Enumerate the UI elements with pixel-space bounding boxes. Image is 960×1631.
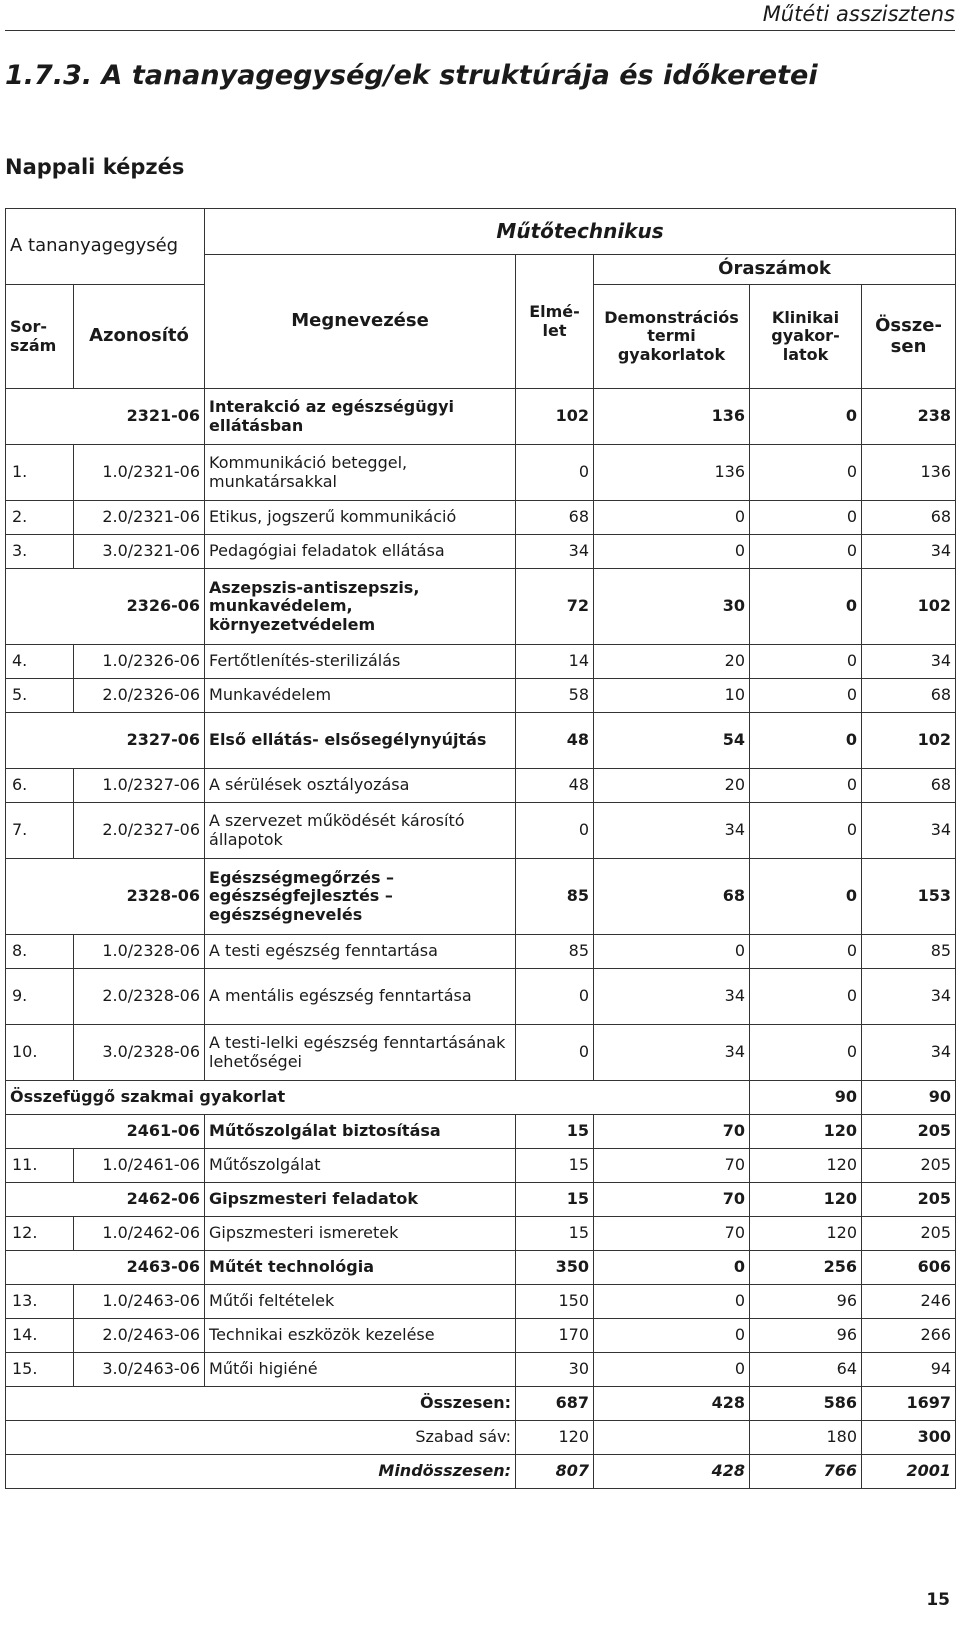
elmelet-value: 68 [516, 501, 594, 535]
demo-value: 10 [594, 679, 750, 713]
osszesen-value: 1697 [862, 1387, 956, 1421]
demo-value: 428 [594, 1387, 750, 1421]
item-name: Etikus, jogszerű kommunikáció [205, 501, 516, 535]
demo-value: 0 [594, 1285, 750, 1319]
demo-value: 70 [594, 1217, 750, 1251]
demo-value: 34 [594, 1025, 750, 1081]
demo-value: 34 [594, 969, 750, 1025]
demo-header [594, 285, 750, 389]
table-row [6, 1217, 956, 1251]
unit-id: 2326-06 [6, 569, 205, 645]
azonosito-label: Azonosító [89, 325, 189, 347]
totals-label: Szabad sáv: [6, 1421, 516, 1455]
item-name: Fertőtlenítés-sterilizálás [205, 645, 516, 679]
elmelet-value: 807 [516, 1455, 594, 1489]
demo-value: 70 [594, 1183, 750, 1217]
item-name: A mentális egészség fenntartása [205, 969, 516, 1025]
osszesen-label: Össze- sen [875, 314, 942, 357]
demo-value: 0 [594, 535, 750, 569]
osszesen-value: 90 [862, 1081, 956, 1115]
megnevezes-label: Megnevezése [291, 310, 429, 332]
elmelet-value: 72 [516, 569, 594, 645]
klinikai-value: 90 [750, 1081, 862, 1115]
unit-id: 2462-06 [6, 1183, 205, 1217]
demo-value: 136 [594, 389, 750, 445]
demo-value: 70 [594, 1115, 750, 1149]
item-name: Munkavédelem [205, 679, 516, 713]
row-number: 4. [6, 645, 74, 679]
table-body [6, 389, 956, 1489]
demo-value: 34 [594, 803, 750, 859]
demo-value: 20 [594, 769, 750, 803]
totals-label: Összesen: [6, 1387, 516, 1421]
unit-name: Interakció az egészségügyi ellátásban [205, 389, 516, 445]
unit-id: 2327-06 [6, 713, 205, 769]
unit-id: 2461-06 [6, 1115, 205, 1149]
unit-name: Gipszmesteri feladatok [205, 1183, 516, 1217]
demo-value: 70 [594, 1149, 750, 1183]
klinikai-value: 0 [750, 679, 862, 713]
table-row [6, 1285, 956, 1319]
klinikai-label: Klinikai gyakor- latok [771, 307, 840, 364]
item-id: 3.0/2321-06 [74, 535, 205, 569]
elmelet-value: 0 [516, 969, 594, 1025]
osszesen-value: 102 [862, 713, 956, 769]
item-id: 3.0/2463-06 [74, 1353, 205, 1387]
demo-value: 0 [594, 935, 750, 969]
table-row [6, 645, 956, 679]
klinikai-value: 0 [750, 501, 862, 535]
table-row [6, 445, 956, 501]
osszesen-value: 68 [862, 501, 956, 535]
sorszam-label: Sor- szám [10, 317, 57, 355]
row-number: 7. [6, 803, 74, 859]
elmelet-value: 15 [516, 1115, 594, 1149]
osszesen-value: 205 [862, 1183, 956, 1217]
klinikai-value: 0 [750, 935, 862, 969]
elmelet-value: 15 [516, 1217, 594, 1251]
row-number: 2. [6, 501, 74, 535]
demo-value: 0 [594, 1251, 750, 1285]
table-row [6, 1025, 956, 1081]
klinikai-value: 120 [750, 1149, 862, 1183]
unit-name: Egészségmegőrzés – egészségfejlesztés – egészségnevelés [205, 859, 516, 935]
elmelet-value: 687 [516, 1387, 594, 1421]
unit-id: 2463-06 [6, 1251, 205, 1285]
practice-row [6, 1081, 956, 1115]
item-id: 2.0/2327-06 [74, 803, 205, 859]
item-name: Műtőszolgálat [205, 1149, 516, 1183]
demo-value: 0 [594, 1319, 750, 1353]
osszesen-value: 205 [862, 1149, 956, 1183]
osszesen-value: 238 [862, 389, 956, 445]
table-row [6, 769, 956, 803]
section-title: 1.7.3. A tananyagegység/ek struktúrája és időkeretei [5, 60, 818, 91]
klinikai-value: 0 [750, 389, 862, 445]
elmelet-value: 150 [516, 1285, 594, 1319]
table-row [6, 501, 956, 535]
unit-name: Műtét technológia [205, 1251, 516, 1285]
page-number: 15 [926, 1590, 950, 1610]
row-number: 13. [6, 1285, 74, 1319]
group-title: Műtőtechnikus [205, 209, 956, 255]
klinikai-value: 96 [750, 1285, 862, 1319]
row-number: 14. [6, 1319, 74, 1353]
item-id: 2.0/2463-06 [74, 1319, 205, 1353]
unit-id: 2328-06 [6, 859, 205, 935]
unit-row [6, 713, 956, 769]
elmelet-value: 350 [516, 1251, 594, 1285]
unit-row [6, 1251, 956, 1285]
osszesen-value: 153 [862, 859, 956, 935]
table-row [6, 679, 956, 713]
elmelet-value: 34 [516, 535, 594, 569]
table-head [6, 209, 956, 389]
klinikai-value: 120 [750, 1115, 862, 1149]
elmelet-value: 15 [516, 1149, 594, 1183]
elmelet-value: 30 [516, 1353, 594, 1387]
demo-value: 0 [594, 501, 750, 535]
row-number: 1. [6, 445, 74, 501]
osszesen-value: 34 [862, 645, 956, 679]
row-number: 10. [6, 1025, 74, 1081]
klinikai-value: 766 [750, 1455, 862, 1489]
elmelet-value: 48 [516, 713, 594, 769]
demo-value: 54 [594, 713, 750, 769]
item-name: A szervezet működését károsító állapotok [205, 803, 516, 859]
hours-header: Óraszámok [594, 255, 956, 285]
unit-id: 2321-06 [6, 389, 205, 445]
elmelet-value: 85 [516, 859, 594, 935]
osszesen-value: 266 [862, 1319, 956, 1353]
totals-row [6, 1387, 956, 1421]
curriculum-table [5, 208, 956, 1489]
klinikai-value: 256 [750, 1251, 862, 1285]
elmelet-value: 102 [516, 389, 594, 445]
elmelet-value: 0 [516, 1025, 594, 1081]
row-number: 9. [6, 969, 74, 1025]
item-name: Műtői feltételek [205, 1285, 516, 1319]
demo-value: 20 [594, 645, 750, 679]
item-id: 2.0/2321-06 [74, 501, 205, 535]
elmelet-value: 170 [516, 1319, 594, 1353]
klinikai-value: 0 [750, 969, 862, 1025]
demo-value: 136 [594, 445, 750, 501]
item-id: 1.0/2326-06 [74, 645, 205, 679]
totals-label: Mindösszesen: [6, 1455, 516, 1489]
item-name: Pedagógiai feladatok ellátása [205, 535, 516, 569]
osszesen-value: 34 [862, 535, 956, 569]
klinikai-value: 180 [750, 1421, 862, 1455]
osszesen-value: 606 [862, 1251, 956, 1285]
klinikai-value: 0 [750, 713, 862, 769]
table-row [6, 1319, 956, 1353]
demo-value: 68 [594, 859, 750, 935]
row-number: 8. [6, 935, 74, 969]
osszesen-value: 34 [862, 969, 956, 1025]
demo-value: 30 [594, 569, 750, 645]
elmelet-value: 14 [516, 645, 594, 679]
osszesen-value: 68 [862, 679, 956, 713]
table-row [6, 803, 956, 859]
unit-label: A tananyagegység [10, 235, 179, 257]
azonosito-header [74, 285, 205, 389]
osszesen-value: 85 [862, 935, 956, 969]
osszesen-value: 2001 [862, 1455, 956, 1489]
klinikai-value: 0 [750, 445, 862, 501]
subtitle: Nappali képzés [5, 155, 185, 179]
item-name: A testi egészség fenntartása [205, 935, 516, 969]
elmelet-header [516, 255, 594, 389]
unit-row [6, 1183, 956, 1217]
sorszam-header [6, 285, 74, 389]
totals-row [6, 1455, 956, 1489]
unit-name: Műtőszolgálat biztosítása [205, 1115, 516, 1149]
demo-label: Demonstrációs termi gyakorlatok [604, 307, 739, 364]
klinikai-value: 96 [750, 1319, 862, 1353]
row-number: 5. [6, 679, 74, 713]
item-id: 2.0/2328-06 [74, 969, 205, 1025]
demo-value: 0 [594, 1353, 750, 1387]
unit-name: Aszepszis-antiszepszis, munkavédelem, környezetvédelem [205, 569, 516, 645]
osszesen-value: 205 [862, 1115, 956, 1149]
table-row [6, 535, 956, 569]
osszesen-value: 136 [862, 445, 956, 501]
running-header: Műtéti asszisztens [762, 2, 955, 26]
header-rule [5, 30, 955, 31]
klinikai-value: 0 [750, 535, 862, 569]
klinikai-value: 0 [750, 569, 862, 645]
item-id: 1.0/2327-06 [74, 769, 205, 803]
item-name: Gipszmesteri ismeretek [205, 1217, 516, 1251]
osszesen-value: 102 [862, 569, 956, 645]
demo-value [594, 1421, 750, 1455]
table-row [6, 935, 956, 969]
item-id: 2.0/2326-06 [74, 679, 205, 713]
demo-value: 428 [594, 1455, 750, 1489]
osszesen-value: 94 [862, 1353, 956, 1387]
item-name: A testi-lelki egészség fenntartásának lehetőségei [205, 1025, 516, 1081]
elmelet-value: 58 [516, 679, 594, 713]
row-number: 6. [6, 769, 74, 803]
item-name: Technikai eszközök kezelése [205, 1319, 516, 1353]
item-id: 1.0/2321-06 [74, 445, 205, 501]
item-id: 1.0/2463-06 [74, 1285, 205, 1319]
row-number: 3. [6, 535, 74, 569]
unit-name: Első ellátás- elsősegélynyújtás [205, 713, 516, 769]
item-name: Műtői higiéné [205, 1353, 516, 1387]
osszesen-value: 34 [862, 1025, 956, 1081]
osszesen-value: 300 [862, 1421, 956, 1455]
elmelet-value: 48 [516, 769, 594, 803]
row-number: 12. [6, 1217, 74, 1251]
unit-row [6, 859, 956, 935]
klinikai-value: 120 [750, 1183, 862, 1217]
elmelet-value: 15 [516, 1183, 594, 1217]
item-name: Kommunikáció beteggel, munkatársakkal [205, 445, 516, 501]
klinikai-value: 0 [750, 859, 862, 935]
klinikai-value: 0 [750, 803, 862, 859]
elmelet-value: 120 [516, 1421, 594, 1455]
osszesen-value: 34 [862, 803, 956, 859]
unit-row [6, 569, 956, 645]
totals-row [6, 1421, 956, 1455]
table-row [6, 1353, 956, 1387]
klinikai-value: 0 [750, 769, 862, 803]
unit-row [6, 1115, 956, 1149]
osszesen-value: 68 [862, 769, 956, 803]
unit-row [6, 389, 956, 445]
megnevezes-header [205, 255, 516, 389]
klinikai-value: 0 [750, 645, 862, 679]
item-id: 1.0/2328-06 [74, 935, 205, 969]
elmelet-value: 0 [516, 445, 594, 501]
practice-name: Összefüggő szakmai gyakorlat [6, 1081, 750, 1115]
table-row [6, 969, 956, 1025]
klinikai-header [750, 285, 862, 389]
table-row [6, 1149, 956, 1183]
item-id: 1.0/2462-06 [74, 1217, 205, 1251]
osszesen-value: 246 [862, 1285, 956, 1319]
item-name: A sérülések osztályozása [205, 769, 516, 803]
osszesen-header [862, 285, 956, 389]
item-id: 1.0/2461-06 [74, 1149, 205, 1183]
unit-label-cell [6, 209, 205, 285]
klinikai-value: 64 [750, 1353, 862, 1387]
elmelet-label: Elmé- let [529, 302, 580, 340]
klinikai-value: 120 [750, 1217, 862, 1251]
row-number: 15. [6, 1353, 74, 1387]
row-number: 11. [6, 1149, 74, 1183]
item-id: 3.0/2328-06 [74, 1025, 205, 1081]
klinikai-value: 0 [750, 1025, 862, 1081]
elmelet-value: 85 [516, 935, 594, 969]
elmelet-value: 0 [516, 803, 594, 859]
osszesen-value: 205 [862, 1217, 956, 1251]
klinikai-value: 586 [750, 1387, 862, 1421]
